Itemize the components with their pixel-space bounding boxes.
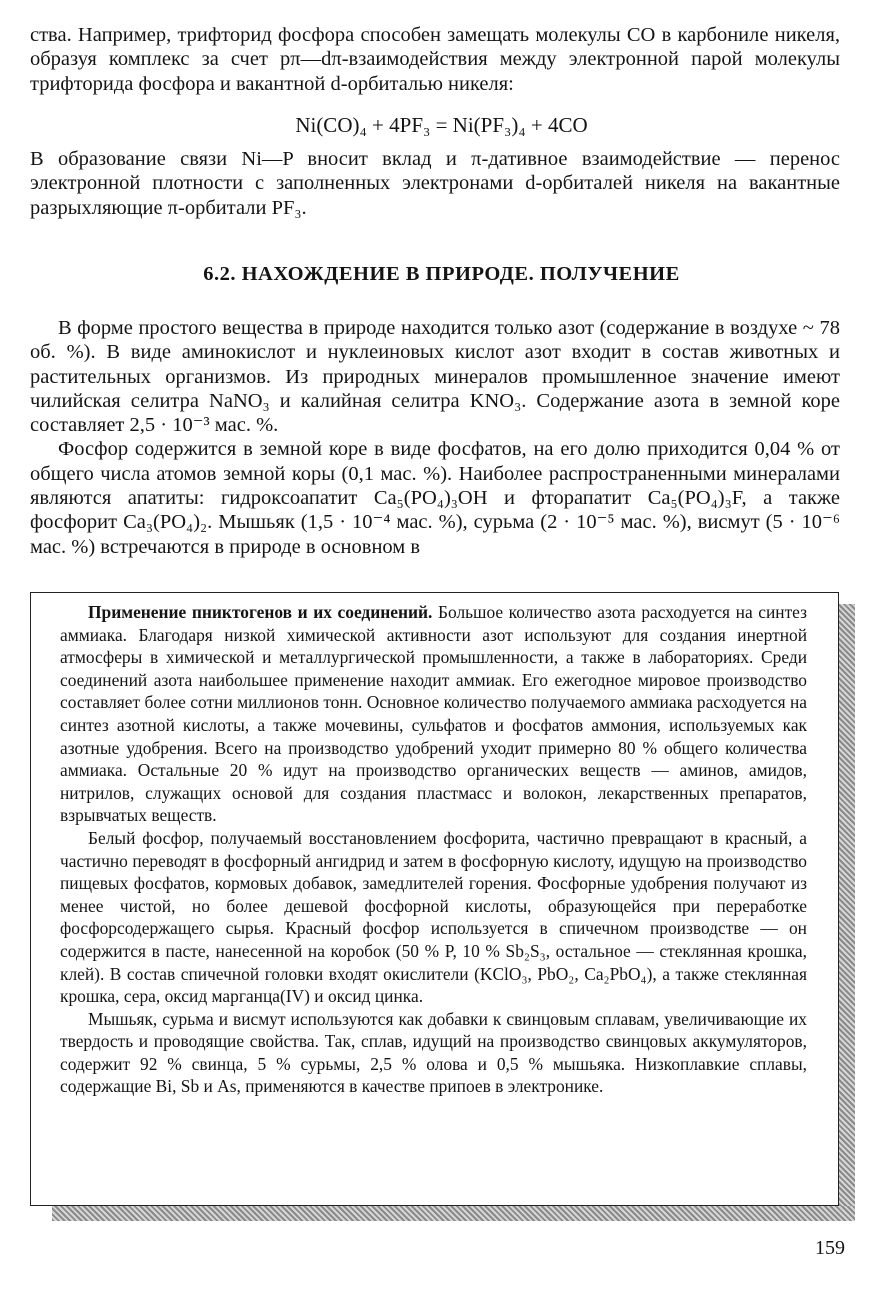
nitrogen-paragraph: В форме простого вещества в природе находится только азот (содержание в воздухе ~ 78 об. %). В виде аминокислот и нуклеиновых кислот азот входит в состав животных и растительных организмов. Из природных минералов промышленное значение имеют чилийская селитра NaNO₃ и калийная селитра KNO₃. Содержание азота в земной коре составляет 2,5 · 10⁻³ мас. %.	[30, 317, 840, 437]
section-heading: 6.2. НАХОЖДЕНИЕ В ПРИРОДЕ. ПОЛУЧЕНИЕ	[203, 263, 680, 285]
box-paragraph-1	[60, 601, 807, 827]
intro-paragraph	[30, 23, 840, 96]
box-shadow-right	[839, 604, 855, 1217]
bonding-paragraph	[30, 147, 840, 220]
intro-text: ства. Например, трифторид фосфора способен замещать молекулы CO в карбониле никеля, образуя комплекс за счет pπ—dπ-взаимодействия между электронной парой молекулы трифторида фосфора и вакантной d-орбиталью никеля:	[30, 24, 840, 95]
chemical-equation: Ni(CO)₄ + 4PF₃ = Ni(PF₃)₄ + 4CO	[295, 113, 588, 137]
bonding-text: В образование связи Ni—P вносит вклад и π-дативное взаимодействие — перенос электронной плотности с заполненных электронами d-орбиталей никеля на вакантные разрыхляющие π-орбитали PF₃.	[30, 148, 840, 219]
phosphorus-paragraph: Фосфор содержится в земной коре в виде фосфатов, на его долю приходится 0,04 % от общего числа атомов земной коры (0,1 мас. %). Наиболее распространенными минералами являются апатиты: гидроксоапатит Ca₅(PO₄)₃OH и фторапатит Ca₅(PO₄)₃F, а также фосфорит Ca₃(PO₄)₂. Мышьяк (1,5 · 10⁻⁴ мас. %), сурьма (2 · 10⁻⁵ мас. %), висмут (5 · 10⁻⁶ мас. %) встречаются в природе в основном в	[30, 438, 840, 558]
box-paragraph-2: Белый фосфор, получаемый восстановлением фосфорита, частично превращают в красный, а частично переводят в фосфорный ангидрид и затем в фосфорную кислоту, идущую на производство пищевых фосфатов, кормовых добавок, замедлителей горения. Фосфорные удобрения получают из менее чистой, но более дешевой фосфорной кислоты, образующейся при переработке фосфорсодержащего сырья. Красный фосфор используется в спичечном производстве — он содержится в пасте, нанесенной на коробок (50 % P, 10 % Sb₂S₃, остальное — стеклянная крошка, клей). В состав спичечной головки входят окислители (KClO₃, PbO₂, Ca₂PbO₄), а также стеклянная крошка, сера, оксид марганца(IV) и оксид цинка.	[60, 827, 807, 1007]
box-title: Применение пниктогенов и их соединений.	[88, 602, 433, 622]
box-shadow-bottom	[52, 1206, 855, 1221]
box-p1-text: Большое количество азота расходуется на синтез аммиака. Благодаря низкой химической активности азот используют для создания инертной атмосферы в химической и металлургической промышленности, а также в лабораториях. Среди соединений азота наибольшее применение находит аммиак. Его ежегодное мировое производство составляет более сотни миллионов тонн. Основное количество получаемого аммиака расходуется на синтез азотной кислоты, а также мочевины, сульфатов и фосфатов аммония, используемых как азотные удобрения. Всего на производство удобрений уходит примерно 80 % общего количества аммиака. Остальные 20 % идут на производство органических веществ — аминов, амидов, нитрилов, служащих основой для создания пластмасс и волокон, лекарственных препаратов, взрывчатых веществ.	[60, 602, 807, 826]
page-number: 159	[815, 1237, 845, 1259]
nature-section	[30, 316, 840, 559]
box-paragraph-3: Мышьяк, сурьма и висмут используются как добавки к свинцовым сплавам, увеличивающие их твердость и проводящие свойства. Так, сплав, идущий на производство свинцовых аккумуляторов, содержит 92 % свинца, 5 % сурьмы, 2,5 % олова и 0,5 % мышьяка. Низкоплавкие сплавы, содержащие Bi, Sb и As, применяются в качестве припоев в электронике.	[60, 1008, 807, 1097]
applications-box-text	[60, 601, 807, 1098]
